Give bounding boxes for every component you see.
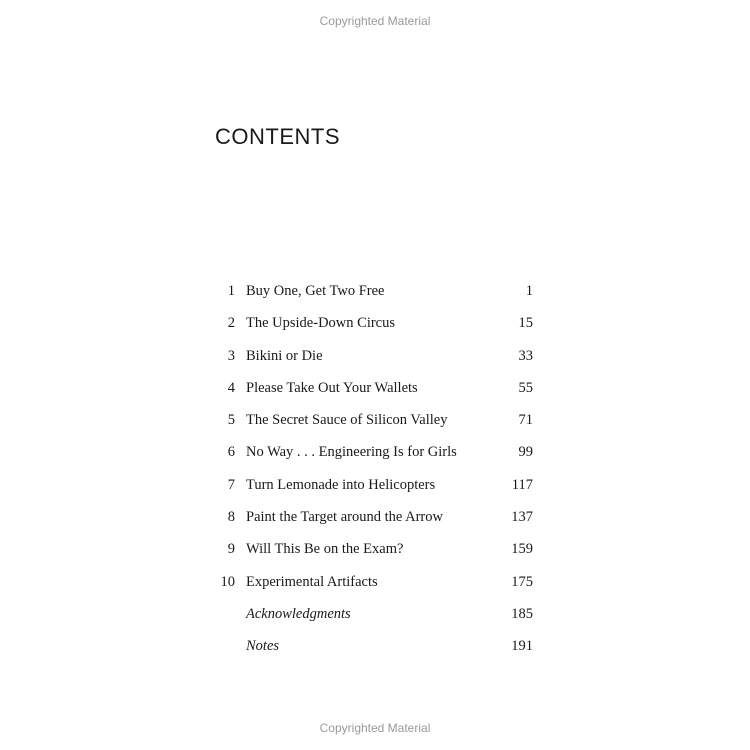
toc-entry-number: 5 (227, 412, 235, 429)
toc-entry (205, 633, 535, 665)
toc-entry-title: Turn Lemonade into Helicopters (246, 476, 436, 493)
toc-entry-title: Paint the Target around the Arrow (246, 509, 443, 526)
toc-entry-title: No Way . . . Engineering Is for Girls (246, 444, 457, 461)
toc-entry-page: 55 (518, 379, 533, 396)
toc-entry (205, 472, 535, 504)
toc-entry-title: Notes (246, 638, 280, 655)
toc-entry-number: 8 (227, 509, 235, 526)
toc-entry (205, 569, 535, 601)
toc-entry-page: 1 (525, 283, 533, 299)
toc-entry-page: 137 (511, 509, 533, 526)
toc-entry-page: 15 (518, 315, 533, 332)
toc-entry-page: 159 (511, 541, 533, 558)
toc-entry-page: 117 (511, 476, 533, 493)
toc-entry-title: Will This Be on the Exam? (246, 541, 404, 558)
toc-entry-page: 33 (518, 347, 533, 364)
toc-entry-number: 7 (227, 476, 235, 493)
toc-entry-title: Bikini or Die (246, 347, 323, 364)
toc-entry-title: Buy One, Get Two Free (246, 283, 385, 299)
page-title: CONTENTS (215, 124, 340, 149)
toc-entry-title: The Upside-Down Circus (246, 315, 396, 332)
toc-entry (205, 407, 535, 439)
copyright-watermark-bottom: Copyrighted Material (319, 721, 431, 735)
toc-entry (205, 601, 535, 633)
toc-entry-number: 10 (220, 573, 235, 590)
toc-entry-number: 2 (227, 315, 235, 332)
toc-entry (205, 343, 535, 375)
toc-entry-number: 4 (227, 379, 235, 396)
toc-entry (205, 310, 535, 342)
table-of-contents (205, 278, 535, 666)
toc-entry (205, 504, 535, 536)
toc-entry (205, 536, 535, 568)
toc-entry-page: 185 (511, 605, 533, 622)
toc-entry-page: 71 (518, 412, 533, 429)
toc-entry-number: 9 (227, 541, 235, 558)
toc-entry-number: 1 (227, 283, 235, 299)
toc-entry-title: Experimental Artifacts (246, 573, 378, 590)
toc-entry-number: 3 (227, 347, 235, 364)
toc-entry-title: The Secret Sauce of Silicon Valley (246, 412, 448, 429)
toc-entry-number: 6 (227, 444, 235, 461)
toc-entry-page: 99 (518, 444, 533, 461)
copyright-watermark-top: Copyrighted Material (319, 14, 431, 28)
toc-entry-title: Acknowledgments (246, 605, 351, 622)
toc-entry-page: 191 (511, 638, 533, 655)
toc-entry (205, 375, 535, 407)
toc-entry (205, 439, 535, 471)
toc-entry (205, 278, 535, 310)
toc-entry-page: 175 (511, 573, 533, 590)
toc-entry-title: Please Take Out Your Wallets (246, 379, 418, 396)
